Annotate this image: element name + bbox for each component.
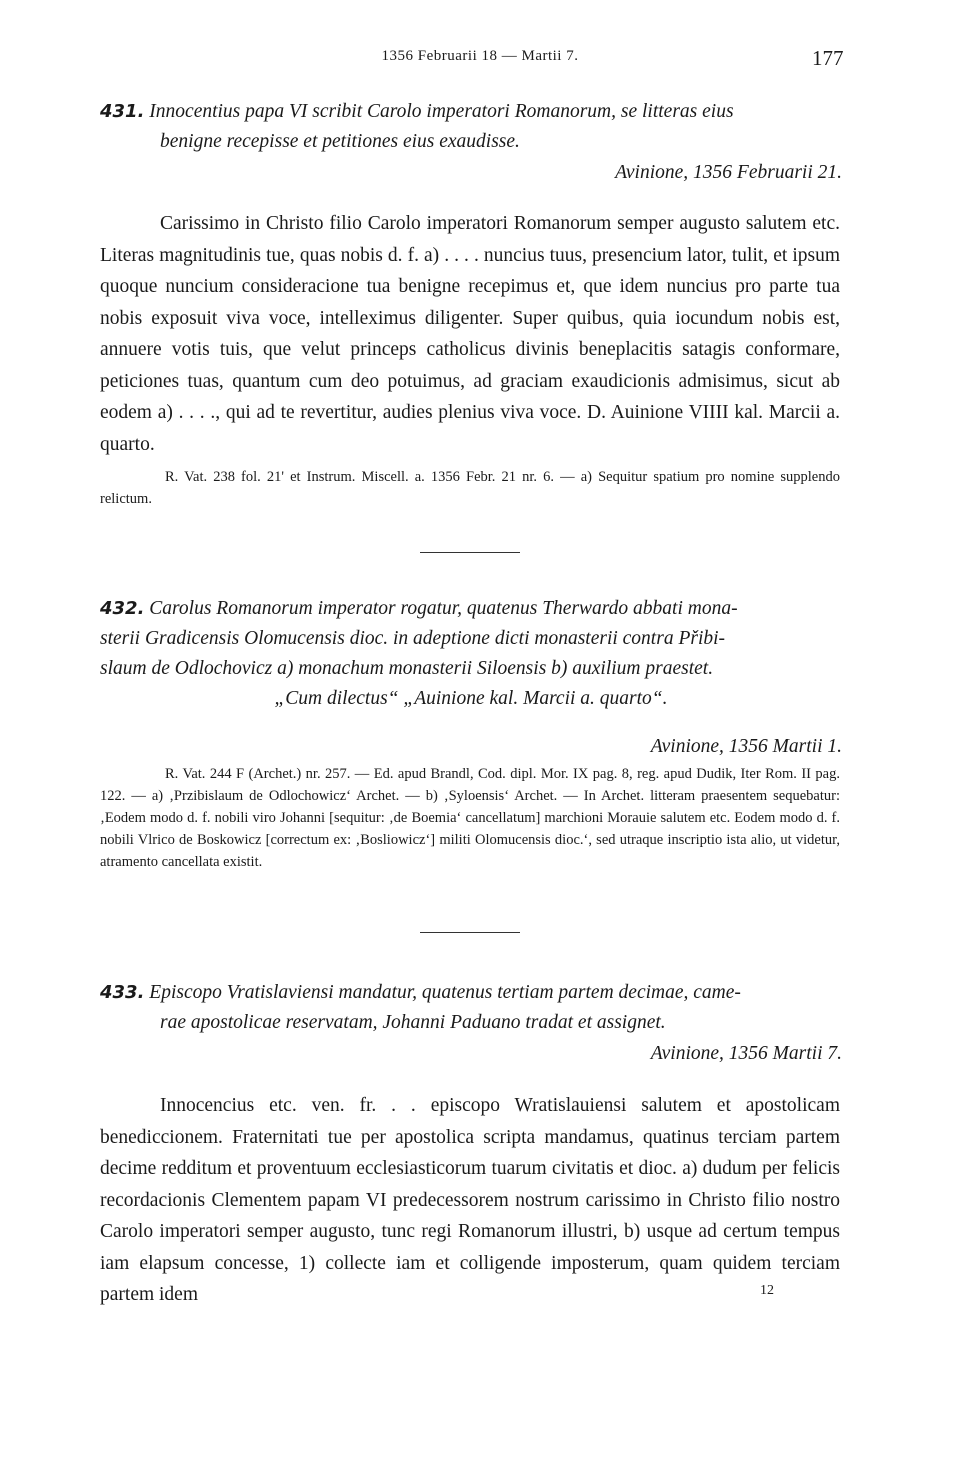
entry-432-regest-line3: slaum de Odlochovicz a) monachum monasterii Siloensis b) auxilium praestet. <box>100 658 714 679</box>
entry-433-dateline: Avinione, 1356 Martii 7. <box>650 1043 842 1064</box>
entry-431-apparatus: R. Vat. 238 fol. 21' et Instrum. Miscell. a. 1356 Febr. 21 nr. 6. — a) Sequitur spatium pro nomine supplendo relictum. <box>100 469 840 507</box>
entry-432-regest-line2: sterii Gradicensis Olomucensis dioc. in adeptione dicti monasterii contra Přibi- <box>100 628 726 649</box>
entry-431-regest-line2: benigne recepisse et petitiones eius exaudisse. <box>160 131 520 152</box>
entry-431-regest-line1: 431. Innocentius papa VI scribit Carolo imperatori Romanorum, se litteras eius <box>100 101 734 122</box>
entry-433-regest-line1: 433. Episcopo Vratislaviensi mandatur, quatenus tertiam partem decimae, came- <box>100 982 741 1003</box>
signature-mark: 12 <box>760 1283 774 1298</box>
entry-431-text: Carissimo in Christo filio Carolo imperatori Romanorum semper augusto salutem etc. Literas magnitudinis tue, quas nobis d. f. a) . . . . nuncius tuus, presencium lator, tulit, et ipsum quoque nuncium consideracione tua benigne recepimus et, que idem nuncius pro parte tua nobis exposuit viva voce, intelleximus diligenter. Super quibus, quia iocundum nobis est, annuere votis tuis, que velut princeps catholicus divinis beneplacitis satagis conformare, peticiones tuas, quantum cum deo potuimus, ad graciam exaudicionis admisimus, sicut ab eodem a) . . . ., qui ad te revertitur, audies plenius viva voce. D. Auinione VIIII kal. Marcii a. quarto. <box>100 213 840 455</box>
entry-431-heading <box>100 97 842 157</box>
entry-432-apparatus: R. Vat. 244 F (Archet.) nr. 257. — Ed. apud Brandl, Cod. dipl. Mor. IX pag. 8, reg. apud Dudik, Iter Rom. II pag. 122. — a) ‚Przibislaum de Odlochowicz‘ Archet. — b) ‚Syloensis‘ Archet. — In Archet. litteram praesentem sequebatur: ‚Eodem modo d. f. nobili viro Johanni [sequitur: ‚de Boemia‘ cancellatum] marchioni Morauie salutem etc. Eodem modo d. f. nobili Vlrico de Boskowicz [correctum ex: ‚Bosliowicz‘] militi Olomucensis dioc.‘, sed utraque inscriptio ista alio, ut videtur, atramento cancellata existit. <box>100 766 840 870</box>
entry-432-dateline: Avinione, 1356 Martii 1. <box>650 736 842 757</box>
entry-432-incipit: „Cum dilectus“ „Auinione kal. Marcii a. quarto“. <box>274 688 668 709</box>
entry-432-regest-line1: 432. Carolus Romanorum imperator rogatur, quatenus Therwardo abbati mona- <box>100 598 738 619</box>
entry-431-dateline: Avinione, 1356 Februarii 21. <box>615 162 842 183</box>
section-divider <box>420 932 520 933</box>
entry-433-regest-line2: rae apostolicae reservatam, Johanni Paduano tradat et assignet. <box>160 1012 666 1033</box>
entry-432-heading <box>100 594 842 714</box>
entry-433-heading <box>100 978 842 1038</box>
entry-433-text: Innocencius etc. ven. fr. . . episcopo Wratislauiensi salutem et apostolicam benediccionem. Fraternitati tue per apostolica scripta mandamus, quatinus terciam partem decime redditum et proventuum ecclesiasticorum tuarum civitatis et dioc. a) dudum per felicis recordacionis Clementem papam VI predecessorem nostrum carissimo in Christo filio nostro Carolo imperatori semper augusto, tunc regi Romanorum illustri, b) usque ad certum tempus iam elapsum concesse, 1) collecte iam et colligende imposterum, quam quidem terciam partem idem <box>100 1095 840 1305</box>
entry-number: 432. <box>100 598 145 619</box>
page-number: 177 <box>812 46 844 70</box>
section-divider <box>420 552 520 553</box>
running-head: 1356 Februarii 18 — Martii 7. <box>381 48 579 64</box>
entry-number: 433. <box>100 982 145 1003</box>
entry-number: 431. <box>100 101 145 122</box>
